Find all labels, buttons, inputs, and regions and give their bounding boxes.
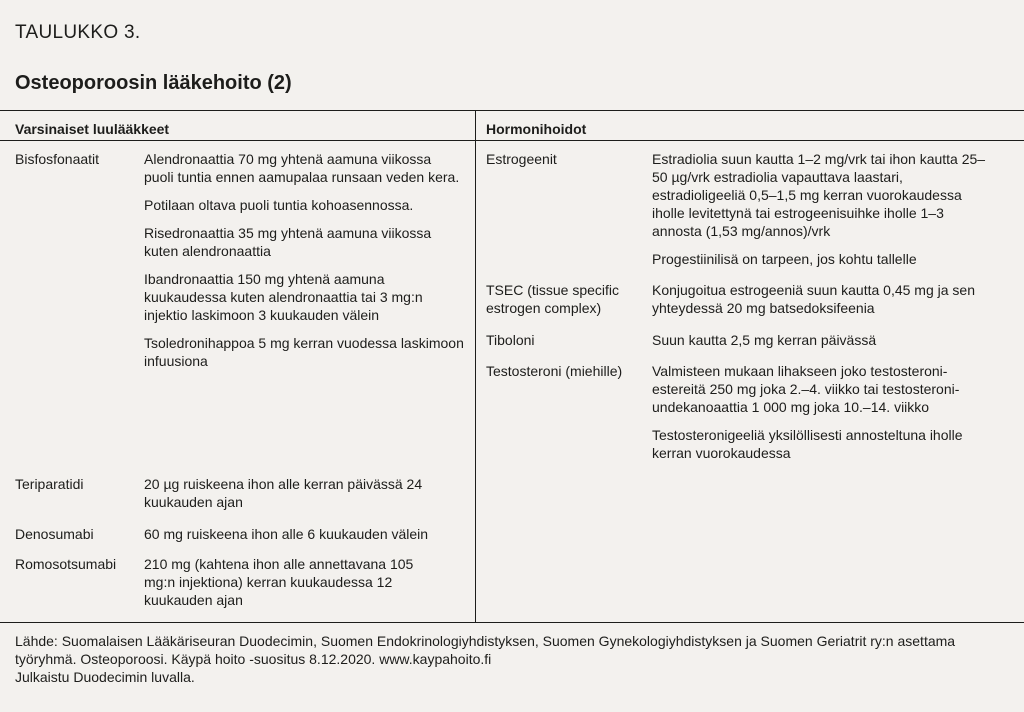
table-title: Osteoporoosin lääkehoito (2) xyxy=(15,72,292,94)
row-content xyxy=(652,150,992,268)
dosage-text: Suun kautta 2,5 mg kerran päivässä xyxy=(652,332,877,348)
row-name: TSEC (tissue specific estrogen complex) xyxy=(486,282,620,316)
column-header-right: Hormonihoidot xyxy=(486,121,587,137)
row-name: Teriparatidi xyxy=(15,476,84,492)
permission-text: Julkaistu Duodecimin luvalla. xyxy=(15,669,195,685)
row-name: Denosumabi xyxy=(15,526,94,542)
row-name: Testosteroni (miehille) xyxy=(486,363,623,379)
dosage-text: 60 mg ruiskeena ihon alle 6 kuukauden välein xyxy=(144,526,429,542)
dosage-text: Alendronaattia 70 mg yhtenä aamuna viikossa puoli tuntia ennen aamupalaa runsaan veden kera. xyxy=(144,151,460,185)
row-name: Bisfosfonaatit xyxy=(15,151,100,167)
row-content xyxy=(652,281,992,317)
row-name: Estrogeenit xyxy=(486,151,557,167)
row-content xyxy=(144,150,464,370)
dosage-text: Tsoledronihappoa 5 mg kerran vuodessa laskimoon infuusiona xyxy=(144,335,464,369)
row-content xyxy=(652,331,992,349)
dosage-text: Valmisteen mukaan lihakseen joko testosteroni-estereitä 250 mg joka 2.–4. viikko tai testosteroni-undekanoaattia 1 000 mg joka 10.–14. viikko xyxy=(652,363,960,415)
dosage-text: 210 mg (kahtena ihon alle annettavana 105 mg:n injektiona) kerran kuukaudessa 12 kuukauden ajan xyxy=(144,556,414,608)
dosage-text: Potilaan oltava puoli tuntia kohoasennossa. xyxy=(144,197,414,213)
source-text: Lähde: Suomalaisen Lääkäriseuran Duodecimin, Suomen Endokrinologiyhdistyksen, Suomen Gynekologiyhdistyksen ja Suomen Geriatrit ry:n asettama työryhmä. Osteoporoosi. Käypä hoito -suositus 8.12.2020. www.kaypahoito.fi xyxy=(15,633,956,667)
dosage-text: 20 µg ruiskeena ihon alle kerran päivässä 24 kuukauden ajan xyxy=(144,476,423,510)
bottom-rule xyxy=(0,622,1024,623)
top-rule xyxy=(0,110,1024,111)
row-content xyxy=(144,525,464,543)
row-content xyxy=(652,362,987,462)
column-divider xyxy=(475,110,476,622)
dosage-text: Ibandronaattia 150 mg yhtenä aamuna kuukaudessa kuten alendronaattia tai 3 mg:n injektio laskimoon 3 kuukauden välein xyxy=(144,271,423,323)
source-note xyxy=(15,632,1015,686)
row-name: Romosotsumabi xyxy=(15,556,117,572)
dosage-text: Progestiinilisä on tarpeen, jos kohtu tallelle xyxy=(652,251,917,267)
dosage-text: Estradiolia suun kautta 1–2 mg/vrk tai ihon kautta 25–50 µg/vrk estradiolia vapauttava laastari, estradioligeeliä 0,5–1,5 mg kerran vuorokaudessa iholle levitettynä tai estrogeenisuihke iholle 1–3 annosta (1,53 mg/annos)/vrk xyxy=(652,151,986,239)
row-content xyxy=(144,475,434,511)
dosage-text: Testosteronigeeliä yksilöllisesti annosteltuna iholle kerran vuorokaudessa xyxy=(652,427,963,461)
dosage-text: Risedronaattia 35 mg yhtenä aamuna viikossa kuten alendronaattia xyxy=(144,225,432,259)
row-name: Tiboloni xyxy=(486,332,535,348)
dosage-text: Konjugoitua estrogeeniä suun kautta 0,45 mg ja sen yhteydessä 20 mg batsedoksifeenia xyxy=(652,282,976,316)
header-rule xyxy=(0,140,1024,141)
table-label: TAULUKKO 3. xyxy=(15,22,141,43)
row-content xyxy=(144,555,434,609)
column-header-left: Varsinaiset luulääkkeet xyxy=(15,121,170,137)
